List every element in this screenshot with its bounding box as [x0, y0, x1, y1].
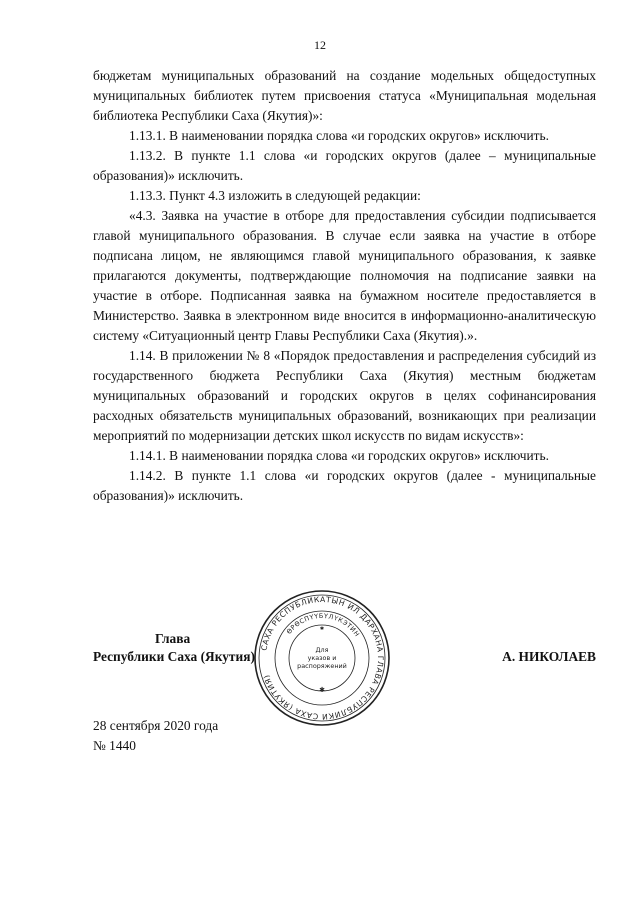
paragraph-1-13-3: 1.13.3. Пункт 4.3 изложить в следующей редакции: — [129, 188, 421, 203]
seal-star-top: ✱ — [319, 626, 325, 632]
paragraph-continuation: бюджетам муниципальных образований на создание модельных общедоступных муниципальных библиотек путем присвоения статуса «Муниципальная модельная библиотека Республики Саха (Якутия)»: — [93, 68, 596, 123]
seal-outer-text: САХА РЕСПУБЛИКАТЫН ИЛ ДАРХАНА ГЛАВА РЕСПУБЛИКИ САХА (ЯКУТИЯ) — [259, 594, 386, 722]
seal-star-bottom: ✱ — [319, 686, 325, 694]
signatory-title-line2: Республики Саха (Якутия) — [93, 649, 255, 664]
seal-center-line1: Для — [315, 646, 329, 654]
document-date-block — [93, 716, 218, 756]
paragraph-1-13-2: 1.13.2. В пункте 1.1 слова «и городских округов (далее – муниципальные образования)» исключить. — [93, 148, 596, 183]
signatory-title-line1: Глава — [155, 631, 191, 646]
paragraph-1-14-1: 1.14.1. В наименовании порядка слова «и городских округов» исключить. — [129, 448, 549, 463]
paragraph-4-3: «4.3. Заявка на участие в отборе для предоставления субсидии подписывается главой муниципального образования. В случае если заявка на участие в отборе подписана лицом, не являющимся главой муниципального образования, к заявке прилагаются документы, подтверждающие полномочия на подписание заявки на участие в отборе. Подписанная заявка на бумажном носителе предоставляется в Министерство. Заявка в электронном виде вносится в информационно-аналитическую систему «Ситуационный центр Главы Республики Саха (Якутия).». — [93, 208, 596, 343]
document-number: № 1440 — [93, 738, 136, 753]
seal-inner-text: ӨРӨСПҮҮБҮЛҮКЭТИН — [284, 611, 362, 639]
paragraph-1-13-1: 1.13.1. В наименовании порядка слова «и городских округов» исключить. — [129, 128, 549, 143]
paragraph-1-14-2: 1.14.2. В пункте 1.1 слова «и городских округов (далее - муниципальные образования)» исключить. — [93, 468, 596, 503]
document-body — [93, 66, 596, 506]
seal-center-line2: указов и — [307, 654, 337, 662]
paragraph-1-14: 1.14. В приложении № 8 «Порядок предоставления и распределения субсидий из государственного бюджета Республики Саха (Якутия) местным бюджетам муниципальных образований и городских округов в целях софинансирования расходных обязательств муниципальных образований, возникающих при реализации мероприятий по модернизации детских школ искусств по видам искусств»: — [93, 348, 596, 443]
document-date: 28 сентября 2020 года — [93, 718, 219, 733]
seal-center-line3: распоряжений — [297, 662, 347, 670]
signatory-name: А. НИКОЛАЕВ — [502, 649, 596, 664]
official-seal — [252, 588, 392, 728]
page-number: 12 — [314, 38, 326, 52]
